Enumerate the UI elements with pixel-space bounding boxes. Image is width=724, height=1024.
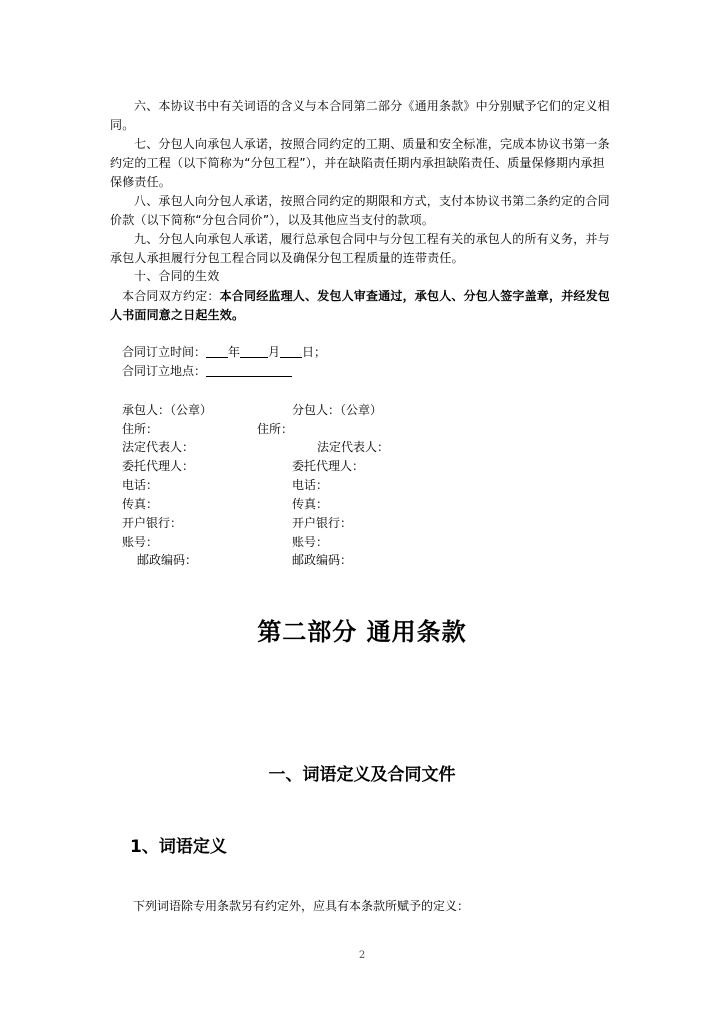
- clause-9: 九、分包人向承包人承诺，履行总承包合同中与分包工程有关的承包人的所有义务，并与承包人承担履行分包工程合同以及确保分包工程质量的连带责任。: [110, 232, 610, 265]
- signing-place-label: 合同订立地点：: [122, 364, 207, 378]
- day-label: 日；: [302, 345, 327, 359]
- contractor-fax: 传真：: [122, 497, 159, 511]
- place-blank: [206, 364, 292, 377]
- contractor-postcode: 邮政编码：: [137, 553, 198, 567]
- contractor-bank: 开户银行：: [122, 516, 183, 530]
- definitions-intro: 下列词语除专用条款另有约定外，应具有本条款所赋予的定义：: [133, 899, 470, 913]
- signing-time: [122, 343, 326, 361]
- year-label: 年: [228, 345, 241, 359]
- subcontractor-seal: 分包人：（公章）: [292, 403, 383, 417]
- part-title: 第二部分 通用条款: [257, 618, 467, 646]
- contractor-address: 住所：: [122, 422, 159, 436]
- effect-condition: 本合同经监理人、发包人审查通过，承包人、分包人签字盖章，并经发包人书面同意之日起生效。: [110, 289, 611, 322]
- month-label: 月: [268, 345, 281, 359]
- clause-6: 六、本协议书中有关词语的含义与本合同第二部分《通用条款》中分别赋予它们的定义相同。: [110, 99, 610, 132]
- clause-8: 八、承包人向分包人承诺，按照合同约定的期限和方式，支付本协议书第二条约定的合同价款（以下简称“分包合同价”），以及其他应当支付的款项。: [110, 194, 610, 227]
- subcontractor-agent: 委托代理人：: [292, 459, 365, 473]
- effect-clause: [110, 287, 616, 325]
- effect-prefix: 本合同双方约定：: [122, 289, 220, 303]
- subcontractor-fax: 传真：: [292, 497, 329, 511]
- subcontractor-phone: 电话：: [292, 478, 329, 492]
- year-blank: [206, 345, 228, 358]
- clause-10-heading: 十、合同的生效: [134, 269, 220, 283]
- section-title: 一、词语定义及合同文件: [268, 765, 456, 785]
- contractor-seal: 承包人：（公章）: [122, 403, 213, 417]
- subcontractor-address: 住所：: [257, 422, 294, 436]
- page-number: 2: [358, 950, 366, 961]
- subcontractor-legal-rep: 法定代表人：: [317, 440, 390, 454]
- contractor-agent: 委托代理人：: [122, 459, 195, 473]
- contractor-phone: 电话：: [122, 478, 159, 492]
- contractor-account: 账号：: [122, 535, 159, 549]
- contractor-legal-rep: 法定代表人：: [122, 440, 195, 454]
- signing-place: [122, 362, 292, 380]
- clause-7: 七、分包人向承包人承诺，按照合同约定的工期、质量和安全标准，完成本协议书第一条约定的工程（以下简称为“分包工程”），并在缺陷责任期内承担缺陷责任、质量保修期内承担保修责任。: [110, 137, 610, 189]
- subcontractor-bank: 开户银行：: [292, 516, 353, 530]
- day-blank: [280, 345, 302, 358]
- subsection-title: 1、词语定义: [130, 837, 227, 857]
- month-blank: [240, 345, 268, 358]
- subcontractor-account: 账号：: [292, 535, 329, 549]
- signing-time-label: 合同订立时间：: [122, 345, 207, 359]
- subcontractor-postcode: 邮政编码：: [292, 553, 353, 567]
